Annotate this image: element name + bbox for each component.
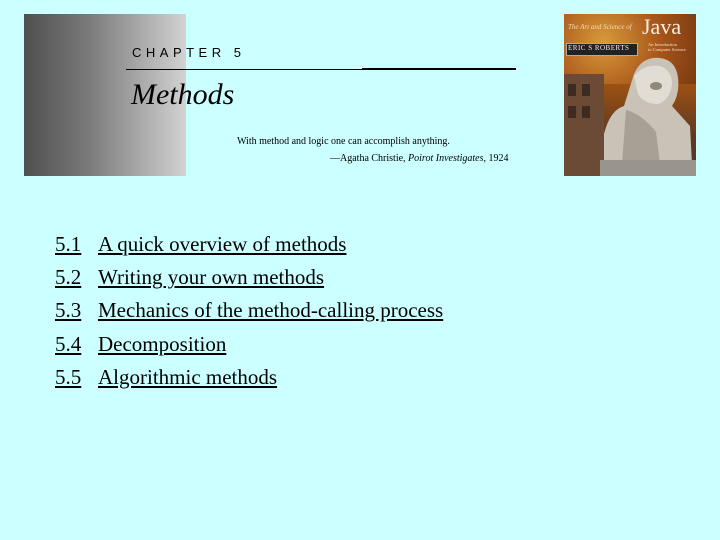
cover-subtitle-line: to Computer Science [648, 47, 686, 52]
toc-item[interactable] [55, 231, 443, 264]
toc-item[interactable] [55, 264, 443, 297]
cover-topline: The Art and Science of [568, 23, 632, 31]
toc-number: 5.5 [55, 364, 82, 389]
chapter-title-area [126, 14, 516, 176]
table-of-contents [55, 231, 443, 397]
title-rule-thick [362, 68, 516, 70]
toc-number: 5.1 [55, 232, 82, 256]
toc-item[interactable] [55, 297, 443, 330]
attribution-prefix: —Agatha Christie, [330, 153, 409, 164]
book-cover-image [564, 14, 696, 176]
cover-title: Java [642, 14, 682, 39]
epigraph-quote: With method and logic one can accomplish anything. [237, 136, 450, 147]
toc-link[interactable]: A quick overview of methods [98, 232, 347, 256]
title-rule-thin [126, 69, 362, 70]
cover-subtitle-line: An Introduction [648, 42, 677, 47]
chapter-title: Methods [131, 78, 235, 111]
epigraph-attribution [330, 153, 509, 164]
chapter-label: CHAPTER 5 [132, 45, 246, 60]
toc-number: 5.3 [55, 298, 82, 323]
toc-number: 5.2 [55, 265, 82, 290]
toc-link[interactable]: Algorithmic methods [98, 364, 278, 389]
attribution-year: , 1924 [483, 153, 509, 164]
toc-link[interactable]: Writing your own methods [98, 265, 325, 290]
toc-link[interactable]: Decomposition [98, 331, 227, 356]
cover-subtitle [648, 42, 694, 52]
toc-item[interactable] [55, 331, 443, 364]
cover-author: ERIC S ROBERTS [568, 44, 630, 52]
toc-item[interactable] [55, 364, 443, 397]
attribution-work: Poirot Investigates [408, 153, 484, 164]
chapter-header [24, 14, 516, 176]
toc-link[interactable]: Mechanics of the method-calling process [98, 298, 444, 323]
toc-number: 5.4 [55, 331, 82, 356]
